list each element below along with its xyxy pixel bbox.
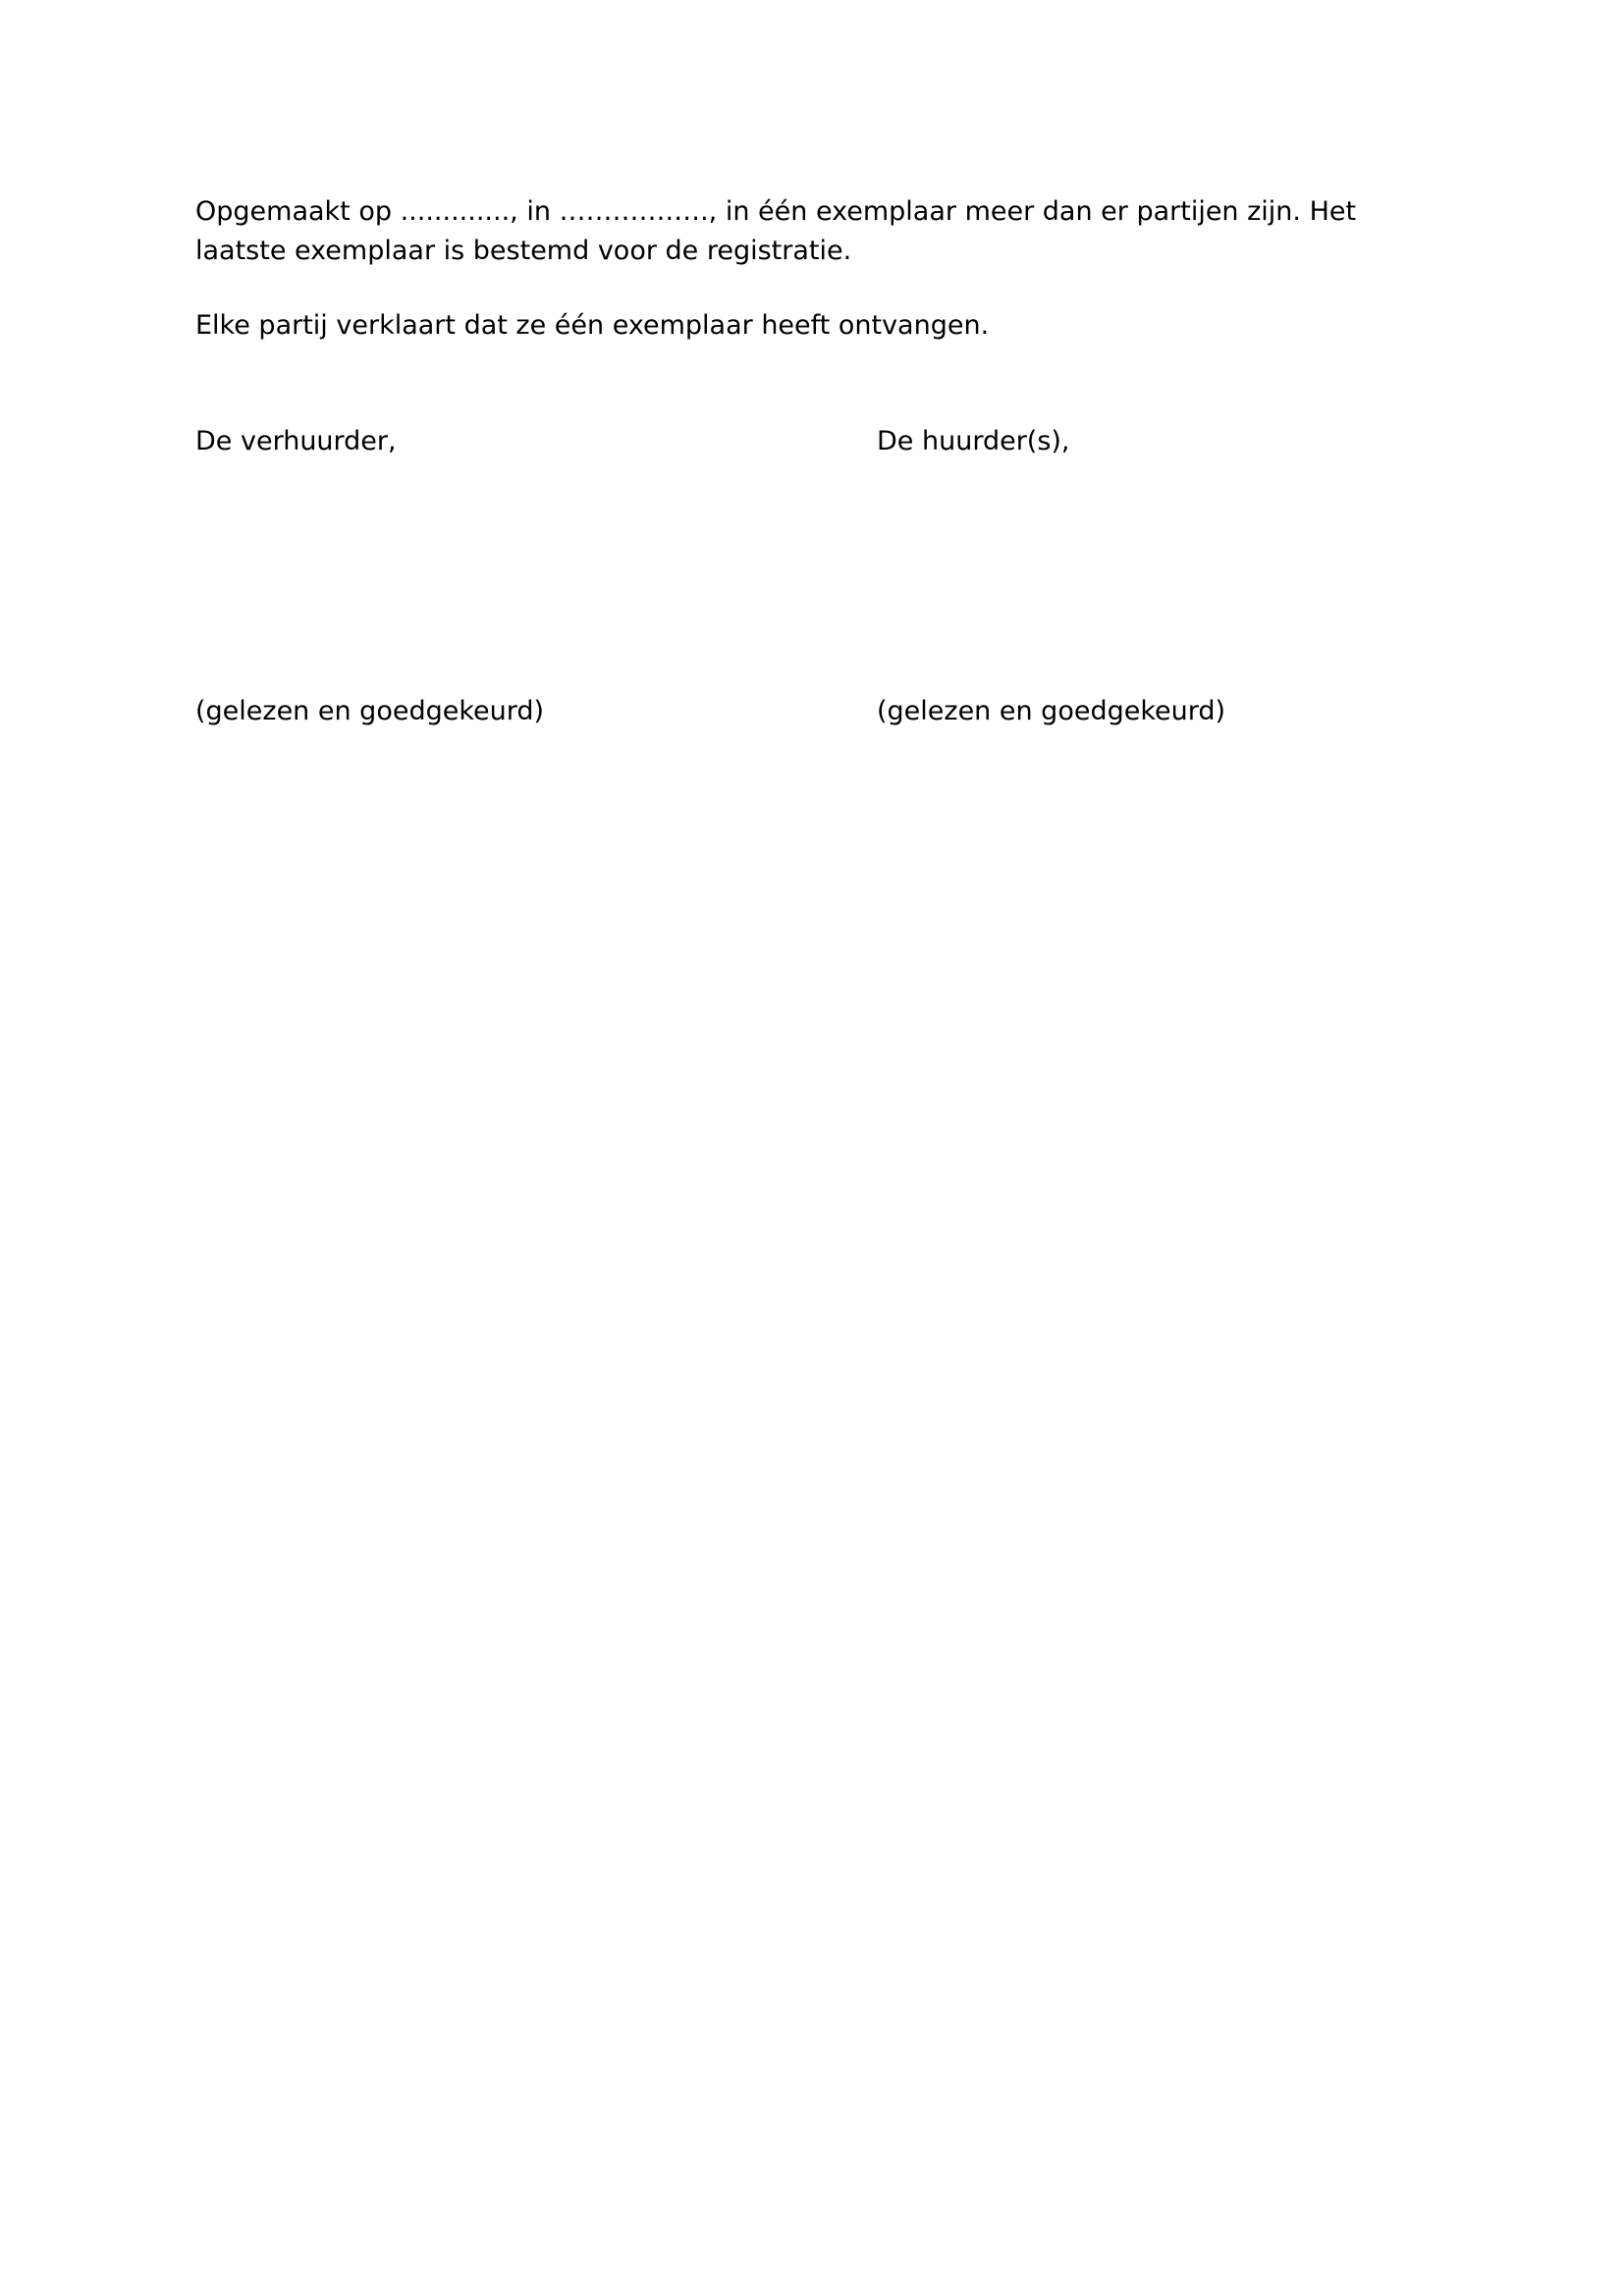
tenant-signature-label: De huurder(s), [877,426,1070,456]
tenant-approval-note: (gelezen en goedgekeurd) [877,696,1226,726]
drafting-statement-paragraph: Opgemaakt op ............., in ………….…., in één exemplaar meer dan er partijen zijn. Het laatste exemplaar is bestemd voor de registratie. [195,196,1357,266]
receipt-statement-paragraph: Elke partij verklaart dat ze één exemplaar heeft ontvangen. [195,310,990,341]
landlord-approval-note: (gelezen en goedgekeurd) [195,696,545,726]
landlord-signature-label: De verhuurder, [195,426,397,456]
